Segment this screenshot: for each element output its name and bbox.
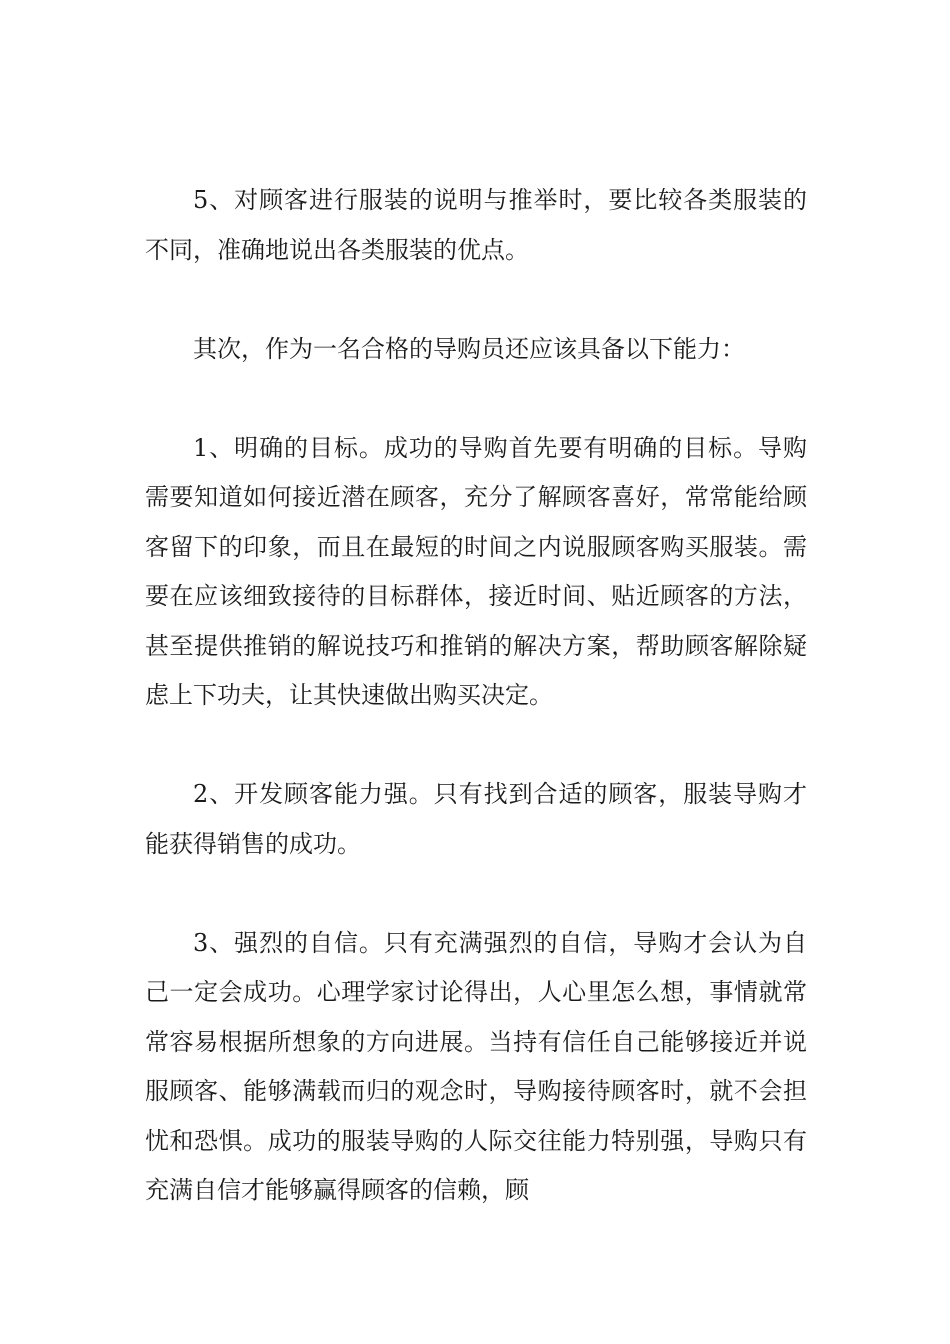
document-body [145, 176, 807, 1265]
paragraph-clear-goals: 1、明确的目标。成功的导购首先要有明确的目标。导购需要知道如何接近潜在顾客，充分了解顾客喜好，常常能给顾客留下的印象，而且在最短的时间之内说服顾客购买服装。需要在应该细致接待的目标群体，接近时间、贴近顾客的方法，甚至提供推销的解说技巧和推销的解决方案，帮助顾客解除疑虑上下功夫，让其快速做出购买决定。 [145, 433, 807, 709]
paragraph-abilities-intro: 其次，作为一名合格的导购员还应该具备以下能力： [193, 334, 745, 363]
paragraph-customer-development: 2、开发顾客能力强。只有找到合适的顾客，服装导购才能获得销售的成功。 [145, 780, 807, 858]
paragraph-self-confidence: 3、强烈的自信。只有充满强烈的自信，导购才会认为自己一定会成功。心理学家讨论得出，人心里怎么想，事情就常常容易根据所想象的方向进展。当持有信任自己能够接近并说服顾客、能够满载而归的观念时，导购接待顾客时，就不会担忧和恐惧。成功的服装导购的人际交往能力特别强，导购只有充满自信才能够赢得顾客的信赖，顾 [145, 928, 807, 1204]
paragraph-item-5-description: 5、对顾客进行服装的说明与推举时，要比较各类服装的不同，准确地说出各类服装的优点。 [145, 186, 807, 264]
